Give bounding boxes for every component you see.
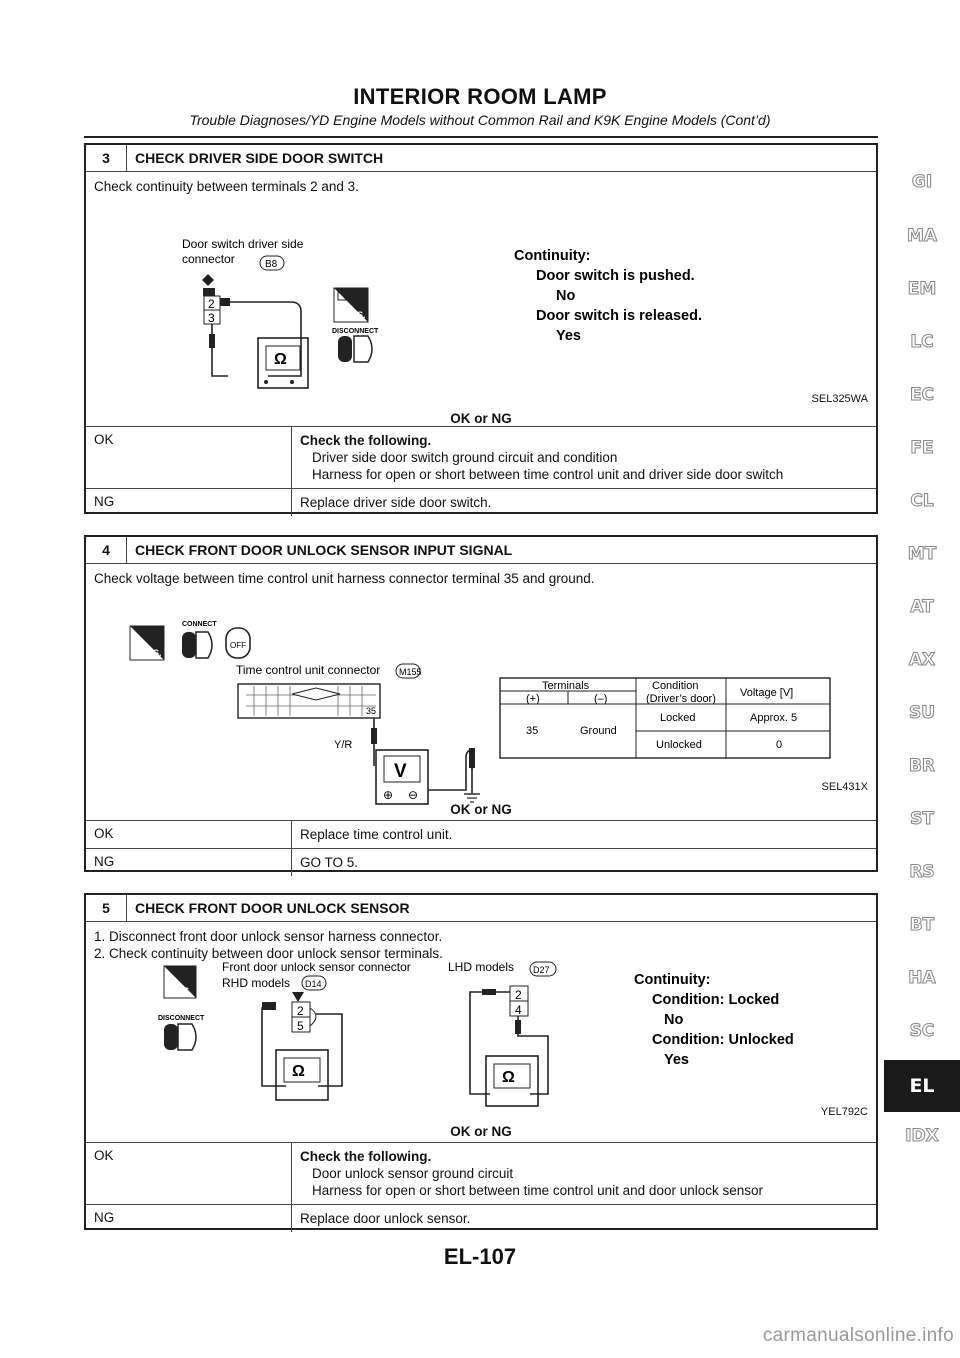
svg-text:(+): (+) xyxy=(526,693,540,705)
tab-ax[interactable]: AX xyxy=(908,650,936,670)
tab-el[interactable]: EL xyxy=(884,1060,960,1112)
svg-text:Terminals: Terminals xyxy=(542,680,590,692)
svg-text:5: 5 xyxy=(297,1019,304,1033)
svg-text:Yes: Yes xyxy=(664,1052,689,1068)
disconnect-icon xyxy=(164,1024,178,1050)
section-5-header xyxy=(86,895,876,922)
svg-text:2: 2 xyxy=(515,988,522,1002)
continuity-spec xyxy=(514,248,702,344)
tab-fe[interactable]: FE xyxy=(910,438,934,458)
tab-su[interactable]: SU xyxy=(908,703,936,723)
svg-text:Ω: Ω xyxy=(502,1069,515,1086)
section-3 xyxy=(84,143,878,514)
header-rule xyxy=(84,136,878,138)
connect-icon xyxy=(182,632,196,658)
svg-text:Door switch is pushed.: Door switch is pushed. xyxy=(536,268,695,284)
figure-ref: YEL792C xyxy=(820,1106,868,1118)
svg-text:No: No xyxy=(556,288,576,304)
connector-label: connector xyxy=(182,252,235,266)
tab-lc[interactable]: LC xyxy=(910,332,934,352)
svg-text:Continuity:: Continuity: xyxy=(634,972,711,988)
ok-or-ng: OK or NG xyxy=(450,1124,512,1139)
tab-ha[interactable]: HA xyxy=(908,968,936,988)
continuity-spec xyxy=(634,972,794,1068)
page-title: INTERIOR ROOM LAMP xyxy=(353,84,607,109)
disconnect-icon xyxy=(338,336,352,362)
terminal-2: 2 xyxy=(208,297,215,311)
section-4-header xyxy=(86,537,876,564)
section-5-body xyxy=(86,922,876,1143)
connector-mark xyxy=(202,274,214,286)
connector-id: B8 xyxy=(265,259,278,270)
hs-label: H.S. xyxy=(144,648,162,658)
terminal-35: 35 xyxy=(366,706,377,716)
lhd-id: D27 xyxy=(533,965,550,975)
svg-text:Ω: Ω xyxy=(292,1063,305,1080)
sensor-connector-label: Front door unlock sensor connector xyxy=(222,960,411,974)
instructions: 1. Disconnect front door unlock sensor harness connector. 2. Check continuity between door unlock sensor terminals. xyxy=(94,929,443,961)
ts-label: T.S. xyxy=(176,986,192,996)
plus-terminal: ⊕ xyxy=(383,788,394,802)
terminal-3: 3 xyxy=(208,311,215,325)
svg-text:Yes: Yes xyxy=(556,328,581,344)
section-4 xyxy=(84,535,878,872)
tab-at[interactable]: AT xyxy=(910,597,934,617)
lhd-label: LHD models xyxy=(448,960,515,974)
connector-label: Time control unit connector xyxy=(236,663,381,677)
ts-label: T.S. xyxy=(350,310,366,320)
connector-id: M155 xyxy=(399,667,422,677)
connector-label: Door switch driver side xyxy=(182,237,304,251)
svg-text:Locked: Locked xyxy=(660,712,696,724)
svg-text:(–): (–) xyxy=(594,693,608,705)
result-row-ng: NG Replace driver side door switch. xyxy=(86,489,876,516)
svg-text:Condition: Unlocked: Condition: Unlocked xyxy=(652,1032,794,1048)
ohm-symbol: Ω xyxy=(274,351,287,368)
page-number: EL-107 xyxy=(443,1244,517,1269)
svg-text:(Driver’s door): (Driver’s door) xyxy=(646,693,716,705)
tab-idx[interactable]: IDX xyxy=(905,1126,939,1146)
result-row-ng: NG GO TO 5. xyxy=(86,849,876,876)
voltage-check-diagram xyxy=(86,590,876,816)
section-4-body xyxy=(86,564,876,821)
tab-cl[interactable]: CL xyxy=(910,491,934,511)
off-label: OFF xyxy=(230,641,246,650)
tab-br[interactable]: BR xyxy=(908,756,936,776)
result-row-ok: OK Replace time control unit. xyxy=(86,821,876,849)
section-title: CHECK FRONT DOOR UNLOCK SENSOR xyxy=(135,900,410,916)
instruction: Check continuity between terminals 2 and 3. xyxy=(94,179,359,194)
tab-st[interactable]: ST xyxy=(910,809,934,829)
result-row-ng: NG Replace door unlock sensor. xyxy=(86,1205,876,1232)
svg-text:Continuity:: Continuity: xyxy=(514,248,591,264)
svg-text:Approx. 5: Approx. 5 xyxy=(750,712,798,724)
tab-gi[interactable]: GI xyxy=(911,172,933,192)
result-row-ok: OK Check the following. Door unlock sensor ground circuit Harness for open or short between time control unit and door unlock sensor xyxy=(86,1143,876,1205)
tab-em[interactable]: EM xyxy=(907,279,937,299)
tab-sc[interactable]: SC xyxy=(909,1021,935,1041)
section-title: CHECK DRIVER SIDE DOOR SWITCH xyxy=(135,150,384,166)
tab-ec[interactable]: EC xyxy=(909,385,935,405)
volt-symbol: V xyxy=(394,761,407,782)
section-number: 3 xyxy=(86,145,127,171)
svg-text:No: No xyxy=(664,1012,684,1028)
section-title: CHECK FRONT DOOR UNLOCK SENSOR INPUT SIGNAL xyxy=(135,542,513,558)
rhd-label: RHD models xyxy=(222,976,291,990)
rhd-id: D14 xyxy=(305,979,322,989)
tab-ma[interactable]: MA xyxy=(906,226,938,246)
svg-text:Voltage [V]: Voltage [V] xyxy=(740,687,794,699)
wire-color: Y/R xyxy=(334,739,353,751)
tab-bt[interactable]: BT xyxy=(909,915,935,935)
ok-or-ng: OK or NG xyxy=(450,411,512,426)
figure-ref: SEL325WA xyxy=(811,393,868,405)
section-3-body xyxy=(86,172,876,427)
svg-text:2: 2 xyxy=(297,1004,304,1018)
svg-text:Unlocked: Unlocked xyxy=(656,739,702,751)
disconnect-label: DISCONNECT xyxy=(158,1015,205,1022)
svg-text:4: 4 xyxy=(515,1003,522,1017)
svg-text:Door switch is released.: Door switch is released. xyxy=(536,308,703,324)
tab-mt[interactable]: MT xyxy=(907,544,937,564)
page-subtitle: Trouble Diagnoses/YD Engine Models without Common Rail and K9K Engine Models (Cont’d) xyxy=(189,112,771,128)
result-row-ok: OK Check the following. Driver side door switch ground circuit and condition Harness for open or short between time control unit and driver side door switch xyxy=(86,427,876,489)
disconnect-label: DISCONNECT xyxy=(332,328,379,335)
unlock-sensor-diagram xyxy=(86,960,876,1140)
minus-terminal: ⊖ xyxy=(408,788,419,802)
watermark: carmanualsonline.info xyxy=(762,1325,954,1346)
ok-or-ng: OK or NG xyxy=(450,802,512,817)
tab-rs[interactable]: RS xyxy=(909,862,935,882)
figure-ref: SEL431X xyxy=(821,781,868,793)
svg-text:35: 35 xyxy=(526,725,539,737)
section-number: 4 xyxy=(86,537,127,563)
tcu-connector xyxy=(238,684,380,718)
section-5 xyxy=(84,893,878,1230)
svg-text:0: 0 xyxy=(776,739,783,751)
section-number: 5 xyxy=(86,895,127,921)
voltage-table xyxy=(500,678,830,758)
svg-text:Ground: Ground xyxy=(580,725,617,737)
svg-text:Condition: Locked: Condition: Locked xyxy=(652,992,780,1008)
section-3-header xyxy=(86,145,876,172)
instruction: Check voltage between time control unit harness connector terminal 35 and ground. xyxy=(94,571,595,586)
svg-text:Condition: Condition xyxy=(652,680,699,692)
door-switch-diagram xyxy=(86,196,876,426)
connect-label: CONNECT xyxy=(182,621,217,628)
